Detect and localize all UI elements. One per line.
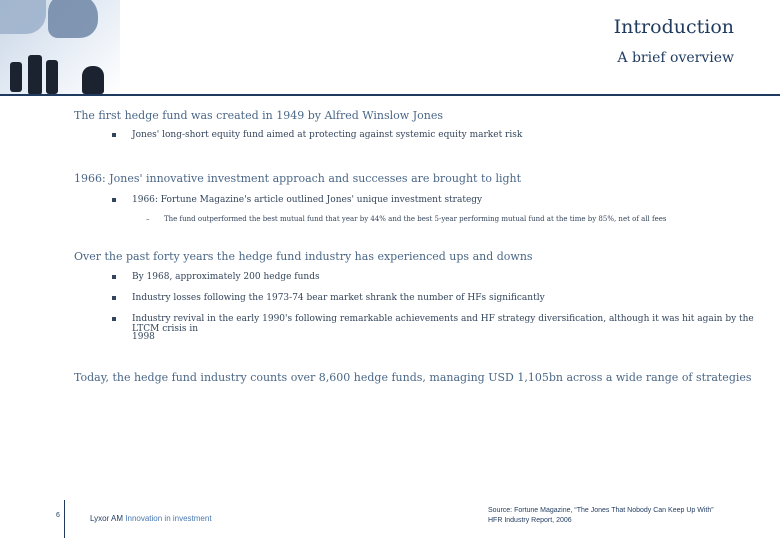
page-subtitle: A brief overview [617, 50, 734, 66]
footer-divider [64, 500, 65, 538]
section-heading-2: 1966: Jones' innovative investment approach and successes are brought to light [74, 172, 522, 185]
section-heading-4: Today, the hedge fund industry counts over 8,600 hedge funds, managing USD 1,105bn across a wide range of strategies [74, 371, 752, 384]
bullet-item [132, 314, 780, 334]
source-line: Source: Fortune Magazine, “The Jones That Nobody Can Keep Up With” [488, 507, 714, 514]
header-divider [0, 94, 780, 96]
footer-brand [90, 514, 212, 523]
bullet-text: 1966: Fortune Magazine's article outlined Jones' unique investment strategy [132, 195, 483, 205]
square-bullet-icon [112, 275, 116, 279]
bullet-item [132, 195, 482, 205]
square-bullet-icon [112, 296, 116, 300]
section-heading-1: The first hedge fund was created in 1949 by Alfred Winslow Jones [74, 109, 443, 122]
brand-name: Lyxor AM [90, 514, 124, 523]
bullet-text: Jones' long-short equity fund aimed at protecting against systemic equity market risk [132, 130, 523, 140]
square-bullet-icon [112, 198, 116, 202]
page-number: 6 [56, 512, 60, 519]
sub-bullet-item [146, 215, 667, 223]
source-note [488, 506, 768, 526]
square-bullet-icon [112, 317, 116, 321]
brand-tagline: Innovation in investment [125, 514, 212, 523]
chess-piece-icon [46, 60, 58, 94]
bullet-text: By 1968, approximately 200 hedge funds [132, 272, 320, 282]
bullet-text: Industry revival in the early 1990's following remarkable achievements and HF strategy diversification, although it was hit again by the LTCM crisis in [132, 314, 754, 334]
bullet-item [132, 130, 522, 140]
section-heading-3: Over the past forty years the hedge fund industry has experienced ups and downs [74, 250, 533, 263]
page-title: Introduction [613, 16, 734, 38]
sub-bullet-text: The fund outperformed the best mutual fund that year by 44% and the best 5-year performing mutual fund at the time by 85%, net of all fees [164, 215, 667, 223]
source-line: HFR Industry Report, 2006 [488, 517, 572, 524]
chess-piece-icon [82, 66, 104, 94]
bullet-text: Industry losses following the 1973-74 bear market shrank the number of HFs significantly [132, 293, 545, 303]
chess-piece-icon [10, 62, 22, 92]
bullet-item [132, 293, 545, 303]
bullet-continuation: 1998 [132, 332, 155, 342]
sleeve-shape [0, 0, 46, 34]
chess-piece-icon [28, 55, 42, 95]
chess-hero-image [0, 0, 120, 95]
dash-bullet-icon: – [146, 215, 150, 223]
hand-shape [48, 0, 98, 38]
bullet-item [132, 272, 320, 282]
square-bullet-icon [112, 133, 116, 137]
